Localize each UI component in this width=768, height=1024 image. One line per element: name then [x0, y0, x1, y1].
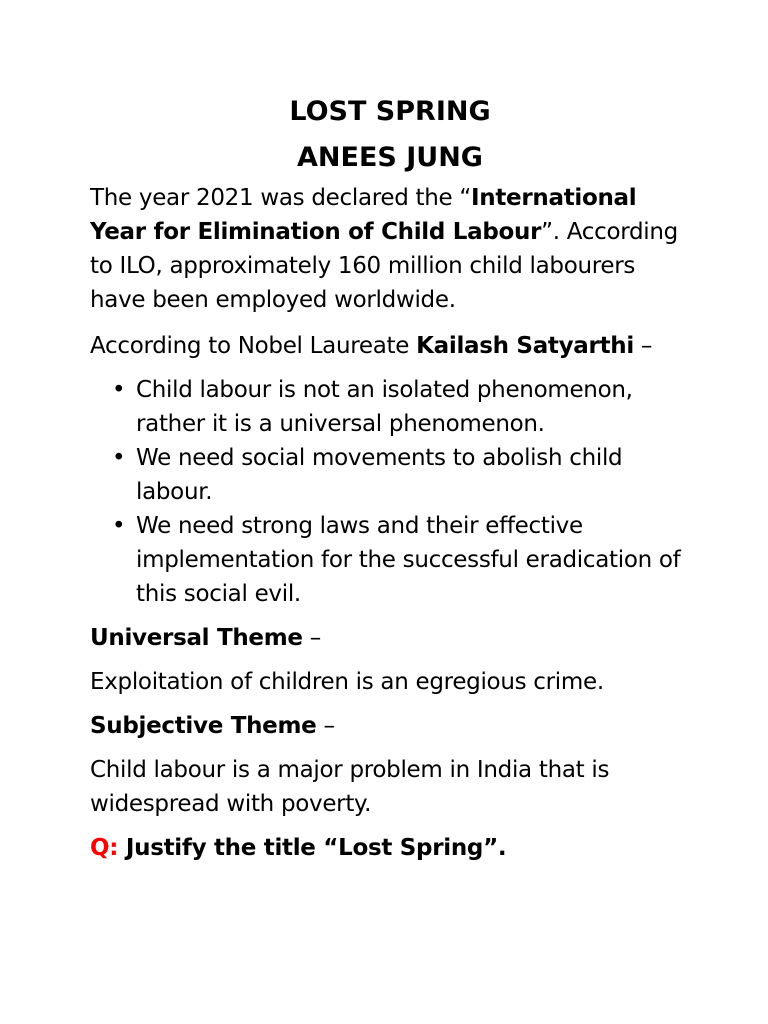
bullet-list — [90, 373, 690, 611]
list-item-text: Child labour is not an isolated phenomenon, rather it is a universal phenomenon. — [136, 377, 633, 437]
list-item-text: We need social movements to abolish child labour. — [136, 445, 623, 505]
nobel-dash: – — [633, 333, 653, 359]
universal-theme-heading — [90, 621, 690, 655]
universal-theme-dash: – — [302, 625, 321, 651]
intro-highlight: International Year for Elimination of Child Labour — [90, 185, 637, 245]
intro-text-end: ”. According to ILO, approximately 160 million child labourers have been employed worldwide. — [90, 219, 678, 313]
question-line — [90, 831, 690, 865]
list-item-text: We need strong laws and their effective implementation for the successful eradication of this social evil. — [136, 513, 681, 607]
subjective-theme-label: Subjective Theme — [90, 713, 317, 739]
list-item — [90, 441, 690, 509]
nobel-paragraph — [90, 329, 690, 363]
nobel-text-start: According to Nobel Laureate — [90, 333, 417, 359]
question-label: Q: — [90, 835, 119, 861]
intro-paragraph — [90, 181, 690, 317]
subjective-theme-heading — [90, 709, 690, 743]
document-page — [90, 92, 690, 865]
universal-theme-label: Universal Theme — [90, 625, 303, 651]
question-text: Justify the title “Lost Spring”. — [118, 835, 507, 861]
subjective-theme-dash: – — [316, 713, 335, 739]
list-item — [90, 373, 690, 441]
bullet-icon: • — [112, 513, 126, 539]
document-title: LOST SPRING — [289, 96, 491, 127]
bullet-icon: • — [112, 445, 126, 471]
bullet-icon: • — [112, 377, 126, 403]
subjective-theme-text: Child labour is a major problem in India that is widespread with poverty. — [90, 757, 610, 817]
intro-text-start: The year 2021 was declared the “ — [90, 185, 472, 211]
document-author: ANEES JUNG — [297, 142, 483, 173]
list-item — [90, 509, 690, 611]
nobel-laureate-name: Kailash Satyarthi — [416, 333, 634, 359]
universal-theme-text: Exploitation of children is an egregious crime. — [90, 669, 604, 695]
